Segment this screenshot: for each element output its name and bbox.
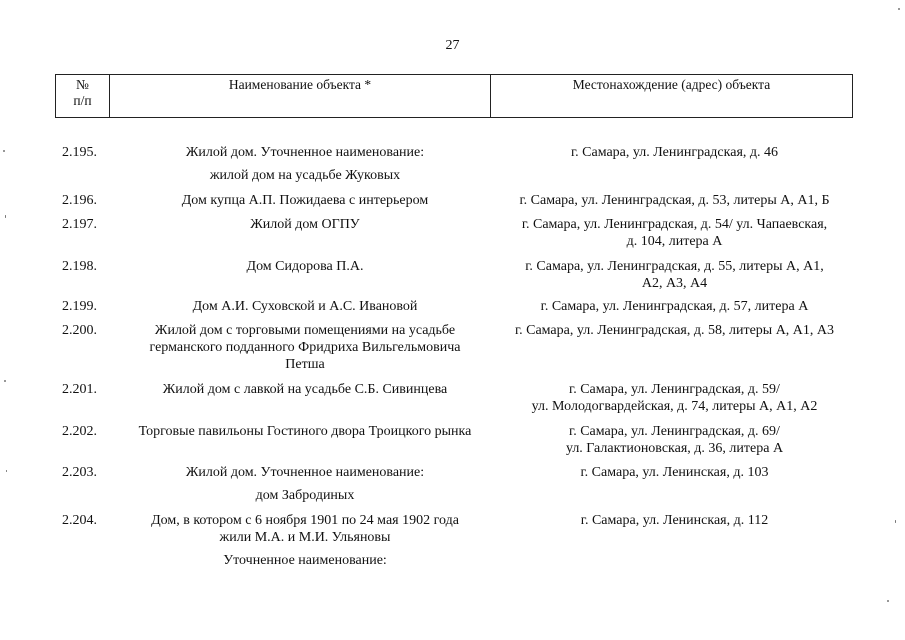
object-name-line: дом Забродиных — [255, 488, 355, 503]
object-name — [120, 381, 490, 398]
row-number: 2.201. — [62, 382, 97, 397]
object-name — [120, 192, 490, 209]
object-name — [120, 464, 490, 504]
scan-speck — [895, 520, 896, 523]
scan-speck — [5, 215, 6, 218]
row-number: 2.203. — [62, 465, 97, 480]
scan-speck — [6, 470, 7, 472]
object-address — [492, 258, 857, 292]
object-name — [120, 298, 490, 315]
object-address-line: г. Самара, ул. Ленинградская, д. 54/ ул. Чапаевская, — [521, 217, 828, 232]
object-address — [492, 381, 857, 415]
scan-speck — [3, 150, 5, 152]
object-address — [492, 423, 857, 457]
object-address-line: г. Самара, ул. Ленинградская, д. 57, литера А — [540, 299, 809, 314]
header-name-label: Наименование объекта * — [228, 77, 372, 92]
object-address — [492, 322, 857, 339]
header-name-column — [110, 75, 491, 117]
row-number: 2.198. — [62, 259, 97, 274]
object-name-line: Торговые павильоны Гостиного двора Троицкого рынка — [138, 424, 472, 439]
scan-speck — [4, 380, 6, 382]
object-address-line: г. Самара, ул. Ленинградская, д. 55, литеры А, А1, — [525, 259, 824, 274]
object-name-line: жили М.А. и М.И. Ульяновы — [219, 530, 391, 545]
object-name-line: Жилой дом. Уточненное наименование: — [185, 145, 425, 160]
object-name — [120, 512, 490, 569]
object-name — [120, 258, 490, 275]
object-name — [120, 144, 490, 184]
object-address-line: ул. Галактионовская, д. 36, литера А — [565, 441, 784, 456]
scan-speck — [898, 8, 900, 10]
object-name-line: Жилой дом с торговыми помещениями на усадьбе — [154, 323, 456, 338]
page-number: 27 — [445, 38, 460, 53]
object-address-line: г. Самара, ул. Ленинградская, д. 69/ — [569, 424, 780, 439]
object-address-line: ул. Молодогвардейская, д. 74, литеры А, А1, А2 — [531, 399, 818, 414]
object-address — [492, 192, 857, 209]
object-name-line: Дом купца А.П. Пожидаева с интерьером — [181, 193, 429, 208]
object-name-line: Уточненное наименование: — [223, 553, 387, 568]
header-number-label: № — [76, 77, 89, 92]
object-name — [120, 216, 490, 233]
object-name-line: Дом, в котором с 6 ноября 1901 по 24 мая 1902 года — [151, 513, 459, 528]
header-location-label: Местонахождение (адрес) объекта — [572, 77, 771, 92]
object-address — [492, 464, 857, 481]
object-address — [492, 512, 857, 529]
object-name — [120, 423, 490, 440]
row-number: 2.195. — [62, 145, 97, 160]
table-header — [55, 74, 853, 118]
header-location-column — [491, 75, 852, 117]
row-number: 2.197. — [62, 217, 97, 232]
header-number-column — [56, 75, 110, 117]
object-address-line: А2, А3, А4 — [641, 276, 708, 291]
object-name — [120, 322, 490, 373]
row-number: 2.204. — [62, 513, 97, 528]
object-address-line: г. Самара, ул. Ленинская, д. 112 — [580, 513, 769, 528]
object-address-line: г. Самара, ул. Ленинградская, д. 46 — [570, 145, 779, 160]
object-name-line: Петша — [285, 357, 325, 372]
object-address — [492, 216, 857, 250]
object-name-line: Дом А.И. Суховской и А.С. Ивановой — [192, 299, 418, 314]
object-name-line: жилой дом на усадьбе Жуковых — [209, 168, 401, 183]
object-name-line: Жилой дом с лавкой на усадьбе С.Б. Сивинцева — [162, 382, 448, 397]
object-address — [492, 298, 857, 315]
object-name-line: Жилой дом. Уточненное наименование: — [185, 465, 425, 480]
object-name-line: Дом Сидорова П.А. — [246, 259, 364, 274]
object-name-line: германского подданного Фридриха Вильгельмовича — [149, 340, 461, 355]
object-address-line: г. Самара, ул. Ленинградская, д. 58, литеры А, А1, А3 — [514, 323, 835, 338]
object-address-line: г. Самара, ул. Ленинградская, д. 53, литеры А, А1, Б — [519, 193, 830, 208]
object-address-line: г. Самара, ул. Ленинская, д. 103 — [580, 465, 769, 480]
scan-speck — [887, 600, 889, 602]
object-address — [492, 144, 857, 161]
row-number: 2.199. — [62, 299, 97, 314]
row-number: 2.196. — [62, 193, 97, 208]
object-address-line: д. 104, литера А — [626, 234, 723, 249]
row-number: 2.202. — [62, 424, 97, 439]
row-number: 2.200. — [62, 323, 97, 338]
header-number-sublabel: п/п — [73, 93, 92, 108]
object-address-line: г. Самара, ул. Ленинградская, д. 59/ — [569, 382, 780, 397]
object-name-line: Жилой дом ОГПУ — [250, 217, 360, 232]
